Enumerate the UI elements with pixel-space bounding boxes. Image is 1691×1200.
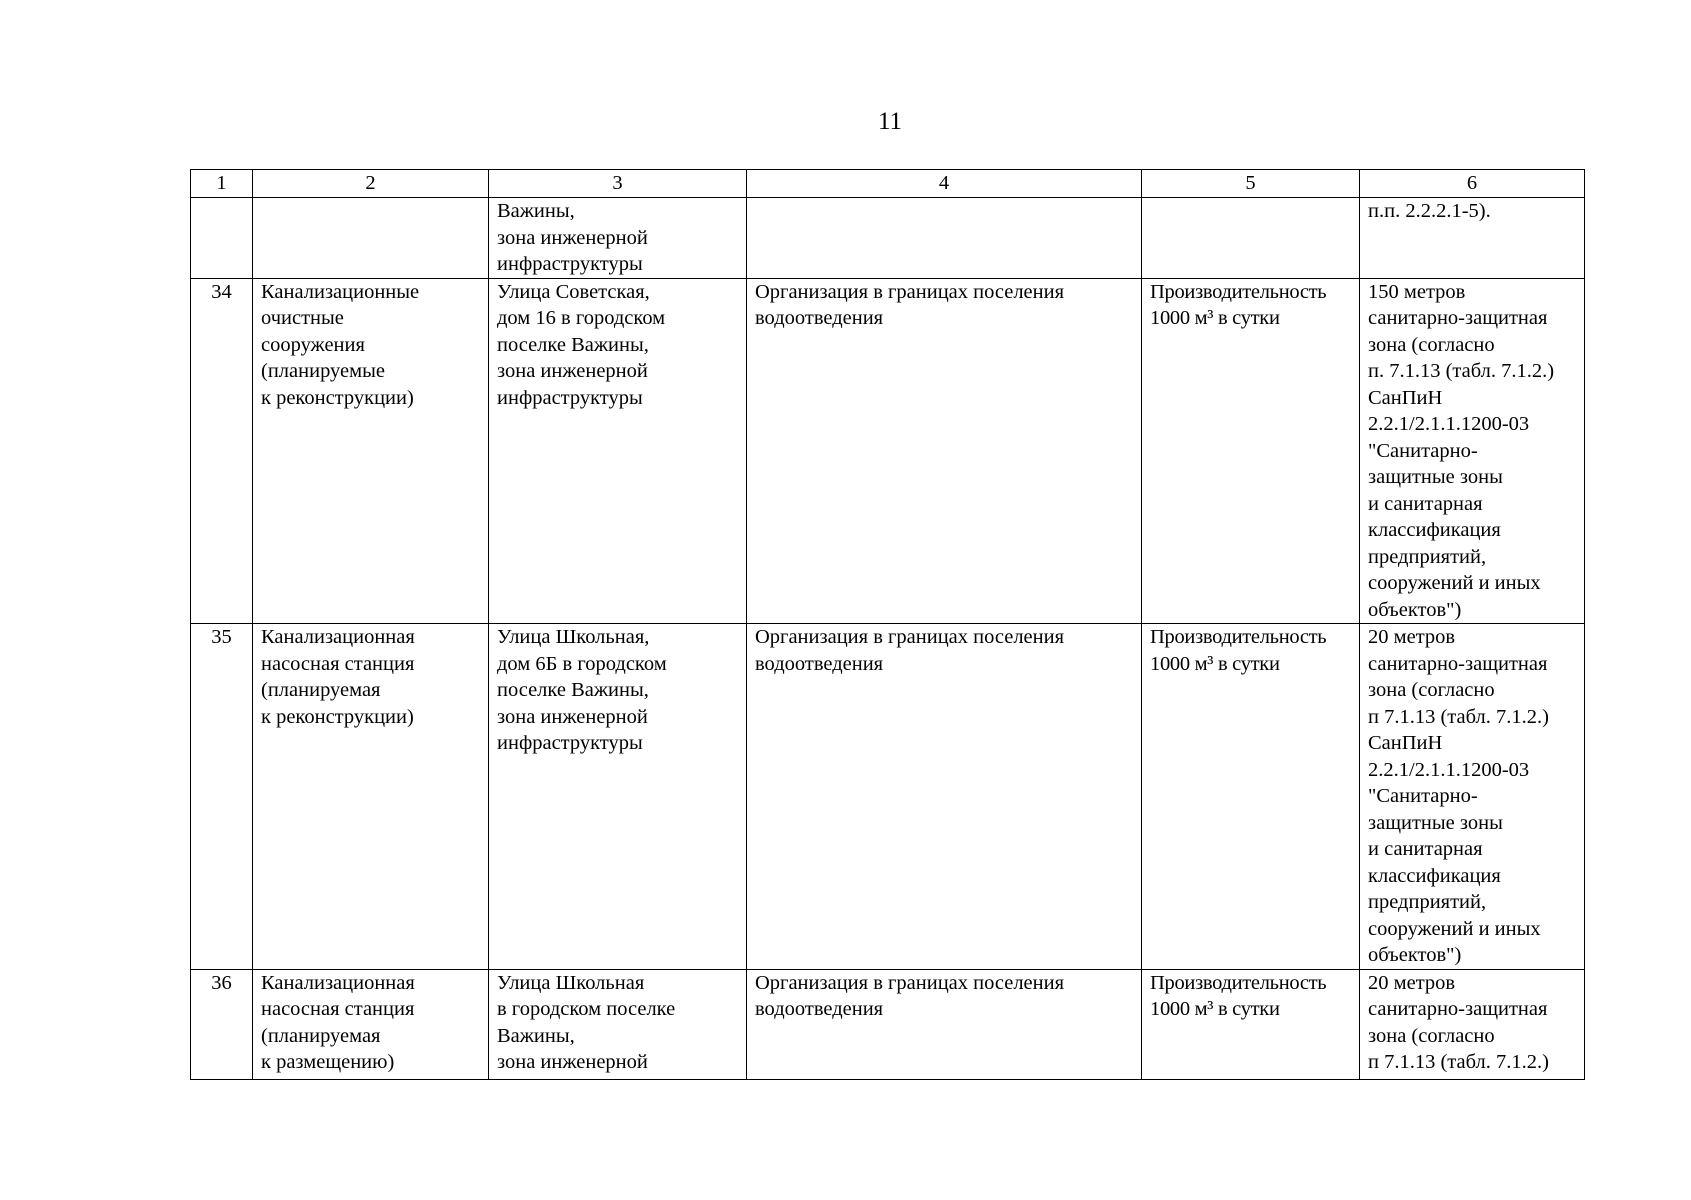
cell-capacity: Производительность 1000 м³ в сутки bbox=[1142, 969, 1360, 1079]
table-row bbox=[191, 278, 1585, 624]
cell-number: 34 bbox=[191, 278, 253, 624]
facilities-table bbox=[190, 169, 1585, 1080]
cell-capacity bbox=[1142, 198, 1360, 279]
cell-purpose bbox=[747, 198, 1142, 279]
cell-capacity: Производительность 1000 м³ в сутки bbox=[1142, 278, 1360, 624]
column-header: 4 bbox=[747, 170, 1142, 198]
cell-location: Улица Школьная в городском поселке Важины, зона инженерной bbox=[489, 969, 747, 1079]
page-number: 11 bbox=[877, 108, 903, 135]
cell-location: Улица Школьная, дом 6Б в городском поселке Важины, зона инженерной инфраструктуры bbox=[489, 624, 747, 970]
cell-purpose: Организация в границах поселения водоотведения bbox=[747, 969, 1142, 1079]
column-header: 6 bbox=[1360, 170, 1585, 198]
cell-number bbox=[191, 198, 253, 279]
cell-zone: 20 метров санитарно-защитная зона (согласно п 7.1.13 (табл. 7.1.2.) bbox=[1360, 969, 1585, 1079]
cell-number: 35 bbox=[191, 624, 253, 970]
table-row bbox=[191, 624, 1585, 970]
cell-purpose: Организация в границах поселения водоотведения bbox=[747, 278, 1142, 624]
cell-zone: 150 метров санитарно-защитная зона (согласно п. 7.1.13 (табл. 7.1.2.) СанПиН 2.2.1/2.1.1.1200-03 "Санитарно- защитные зоны и санитарная классификация предприятий, сооружений и иных объектов") bbox=[1360, 278, 1585, 624]
cell-zone: п.п. 2.2.2.1-5). bbox=[1360, 198, 1585, 279]
cell-name: Канализационные очистные сооружения (планируемые к реконструкции) bbox=[253, 278, 489, 624]
cell-zone: 20 метров санитарно-защитная зона (согласно п 7.1.13 (табл. 7.1.2.) СанПиН 2.2.1/2.1.1.1200-03 "Санитарно- защитные зоны и санитарная классификация предприятий, сооружений и иных объектов") bbox=[1360, 624, 1585, 970]
column-header: 1 bbox=[191, 170, 253, 198]
cell-name bbox=[253, 198, 489, 279]
cell-purpose: Организация в границах поселения водоотведения bbox=[747, 624, 1142, 970]
continuation-row bbox=[191, 198, 1585, 279]
cell-number: 36 bbox=[191, 969, 253, 1079]
table-row bbox=[191, 969, 1585, 1079]
cell-location: Важины, зона инженерной инфраструктуры bbox=[489, 198, 747, 279]
cell-capacity: Производительность 1000 м³ в сутки bbox=[1142, 624, 1360, 970]
cell-name: Канализационная насосная станция (планируемая к размещению) bbox=[253, 969, 489, 1079]
column-header: 3 bbox=[489, 170, 747, 198]
column-header: 5 bbox=[1142, 170, 1360, 198]
cell-name: Канализационная насосная станция (планируемая к реконструкции) bbox=[253, 624, 489, 970]
column-header: 2 bbox=[253, 170, 489, 198]
header-row bbox=[191, 170, 1585, 198]
cell-location: Улица Советская, дом 16 в городском поселке Важины, зона инженерной инфраструктуры bbox=[489, 278, 747, 624]
